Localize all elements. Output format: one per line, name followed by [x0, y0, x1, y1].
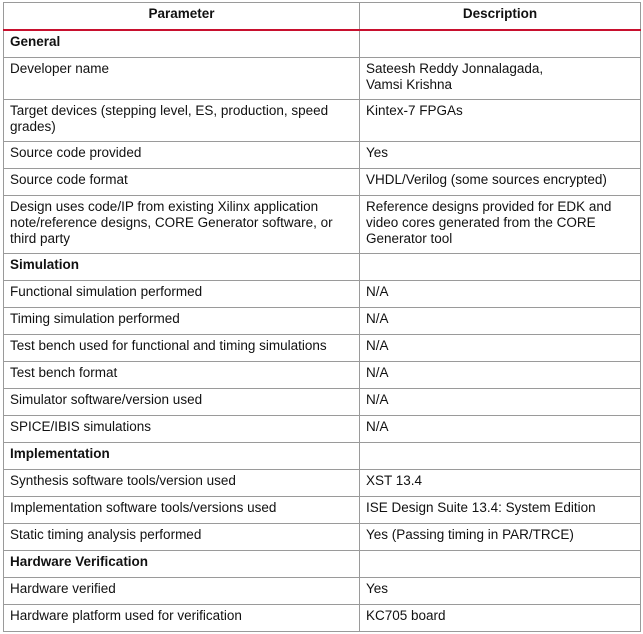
parameter-cell: Implementation software tools/versions used [4, 497, 360, 524]
parameter-cell: Developer name [4, 58, 360, 100]
parameter-cell: Static timing analysis performed [4, 524, 360, 551]
section-title: General [4, 30, 360, 58]
description-cell: Sateesh Reddy Jonnalagada, Vamsi Krishna [360, 58, 641, 100]
description-cell: Yes (Passing timing in PAR/TRCE) [360, 524, 641, 551]
parameter-cell: Target devices (stepping level, ES, production, speed grades) [4, 100, 360, 142]
table-header-row [4, 3, 641, 31]
table-row [4, 362, 641, 389]
table-row [4, 389, 641, 416]
description-cell: N/A [360, 281, 641, 308]
description-cell: VHDL/Verilog (some sources encrypted) [360, 169, 641, 196]
description-cell: N/A [360, 389, 641, 416]
description-cell [360, 443, 641, 470]
table-body [4, 30, 641, 632]
description-cell [360, 551, 641, 578]
section-title: Implementation [4, 443, 360, 470]
table-row [4, 335, 641, 362]
section-title: Simulation [4, 254, 360, 281]
description-cell: XST 13.4 [360, 470, 641, 497]
parameter-cell: SPICE/IBIS simulations [4, 416, 360, 443]
table-row [4, 578, 641, 605]
parameter-cell: Design uses code/IP from existing Xilinx application note/reference designs, CORE Generator software, or third party [4, 196, 360, 254]
description-cell: ISE Design Suite 13.4: System Edition [360, 497, 641, 524]
description-cell: Kintex-7 FPGAs [360, 100, 641, 142]
table-row [4, 281, 641, 308]
parameter-cell: Test bench used for functional and timing simulations [4, 335, 360, 362]
table-row [4, 605, 641, 632]
header-parameter: Parameter [4, 3, 360, 31]
parameter-cell: Test bench format [4, 362, 360, 389]
section-row [4, 443, 641, 470]
parameter-cell: Synthesis software tools/version used [4, 470, 360, 497]
description-cell: Reference designs provided for EDK and video cores generated from the CORE Generator tool [360, 196, 641, 254]
parameter-cell: Hardware verified [4, 578, 360, 605]
table-row [4, 416, 641, 443]
section-row [4, 254, 641, 281]
table-row [4, 142, 641, 169]
description-cell [360, 30, 641, 58]
parameter-cell: Hardware platform used for verification [4, 605, 360, 632]
section-title: Hardware Verification [4, 551, 360, 578]
description-cell: N/A [360, 362, 641, 389]
table-row [4, 497, 641, 524]
section-row [4, 551, 641, 578]
section-row [4, 30, 641, 58]
table-row [4, 58, 641, 100]
table-row [4, 196, 641, 254]
parameter-cell: Simulator software/version used [4, 389, 360, 416]
description-cell: N/A [360, 308, 641, 335]
header-description: Description [360, 3, 641, 31]
description-cell: N/A [360, 335, 641, 362]
parameter-cell: Source code format [4, 169, 360, 196]
description-cell [360, 254, 641, 281]
description-cell: Yes [360, 142, 641, 169]
table-row [4, 308, 641, 335]
parameter-cell: Source code provided [4, 142, 360, 169]
table-row [4, 100, 641, 142]
parameter-cell: Functional simulation performed [4, 281, 360, 308]
description-cell: N/A [360, 416, 641, 443]
parameter-cell: Timing simulation performed [4, 308, 360, 335]
table-row [4, 470, 641, 497]
table-row [4, 169, 641, 196]
description-cell: Yes [360, 578, 641, 605]
parameter-table [3, 2, 641, 632]
description-cell: KC705 board [360, 605, 641, 632]
table-row [4, 524, 641, 551]
